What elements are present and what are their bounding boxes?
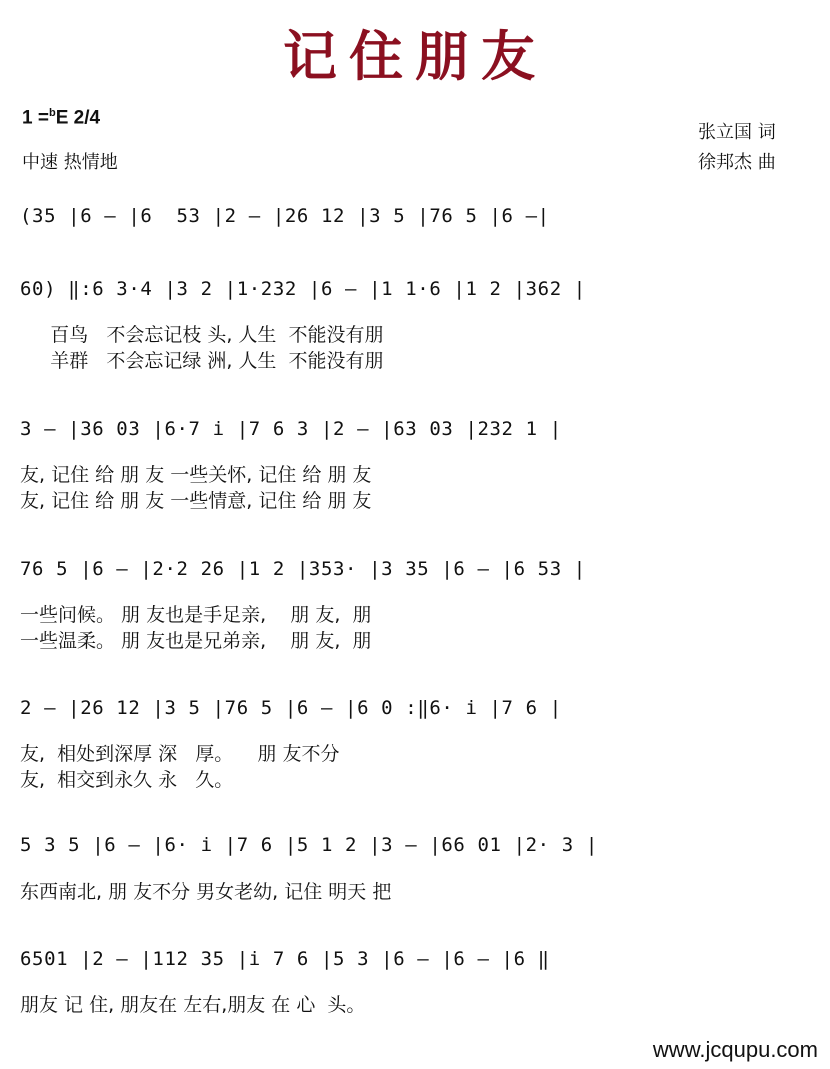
lyric-row-2-verse-2: 羊群 不会忘记绿 洲, 人生 不能没有朋: [20, 350, 384, 372]
composer-credit: 徐邦杰 曲: [698, 152, 776, 173]
lyric-row-7-verse-1: 朋友 记 住, 朋友在 左右,朋友 在 心 头。: [20, 994, 366, 1016]
key-suffix: E 2/4: [55, 107, 101, 129]
notation-row-1: (35 |6 — |6 53 |2 — |26 12 |3 5 |76 5 |6 —|: [20, 205, 550, 227]
notation-row-3: 3 — |36 03 |6·7 i |7 6 3 |2 — |63 03 |232 1 |: [20, 418, 562, 440]
key-prefix: 1 =: [22, 107, 49, 129]
lyric-row-5-verse-2: 友, 相交到永久 永 久。: [20, 769, 234, 791]
key-signature: [22, 107, 100, 129]
notation-row-7: 6501 |2 — |112 35 |i 7 6 |5 3 |6 — |6 — |6 ‖: [20, 948, 550, 970]
lyric-row-3-verse-1: 友, 记住 给 朋 友 一些关怀, 记住 给 朋 友: [20, 464, 372, 486]
lyric-row-3-verse-2: 友, 记住 给 朋 友 一些情意, 记住 给 朋 友: [20, 490, 372, 512]
lyric-row-4-verse-2: 一些温柔。 朋 友也是兄弟亲, 朋 友, 朋: [20, 630, 372, 652]
notation-row-6: 5 3 5 |6 — |6· i |7 6 |5 1 2 |3 — |66 01 |2· 3 |: [20, 834, 598, 856]
tempo-marking: 中速 热情地: [22, 152, 118, 173]
lyric-row-4-verse-1: 一些问候。 朋 友也是手足亲, 朋 友, 朋: [20, 604, 372, 626]
lyric-row-6-verse-1: 东西南北, 朋 友不分 男女老幼, 记住 明天 把: [20, 881, 392, 903]
notation-row-2: 60) ‖:6 3·4 |3 2 |1·232 |6 — |1 1·6 |1 2 |362 |: [20, 278, 586, 300]
notation-row-4: 76 5 |6 — |2·2 26 |1 2 |353· |3 35 |6 — |6 53 |: [20, 558, 586, 580]
lyricist-credit: 张立国 词: [698, 122, 776, 143]
lyric-row-2-verse-1: 百鸟 不会忘记枝 头, 人生 不能没有朋: [20, 324, 384, 346]
song-title: 记住朋友: [283, 25, 547, 88]
lyric-row-5-verse-1: 友, 相处到深厚 深 厚。 朋 友不分: [20, 743, 340, 765]
flat-sign: b: [48, 107, 56, 119]
watermark-url: www.jcqupu.com: [652, 1037, 818, 1062]
notation-row-5: 2 — |26 12 |3 5 |76 5 |6 — |6 0 :‖6· i |7 6 |: [20, 697, 562, 719]
